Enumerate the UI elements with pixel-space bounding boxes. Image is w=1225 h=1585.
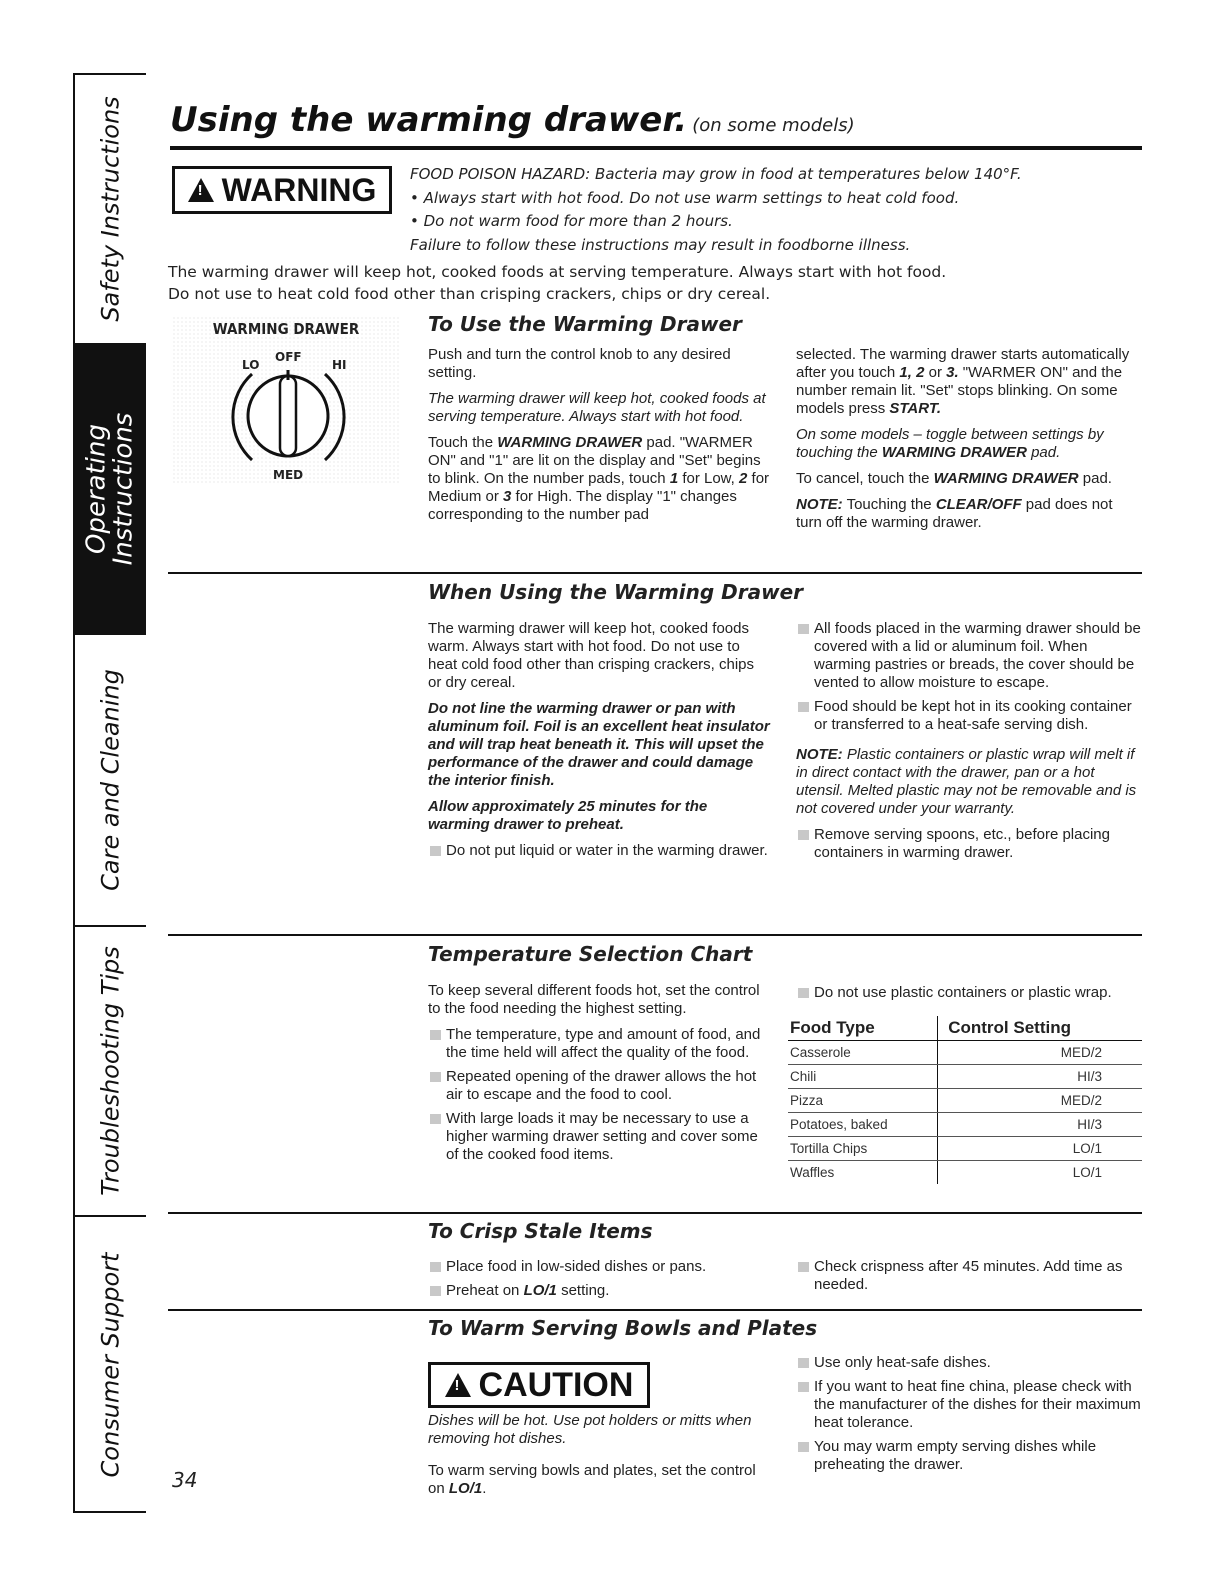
temperature-table	[788, 1016, 1142, 1184]
bowls-bullet: You may warm empty serving dishes while preheating the drawer.	[796, 1438, 1142, 1474]
table-row	[788, 1161, 1142, 1185]
crisp-bullet: Check crispness after 45 minutes. Add time as needed.	[796, 1258, 1142, 1294]
warning-label: WARNING	[221, 171, 377, 208]
temp-bullet: The temperature, type and amount of food, and the time held will affect the quality of the food.	[428, 1026, 770, 1062]
title-divider	[170, 146, 1142, 150]
section-divider	[168, 1212, 1142, 1214]
warning-line: • Do not warm food for more than 2 hours.	[410, 212, 733, 230]
bowls-paragraph: To warm serving bowls and plates, set the control on LO/1.	[428, 1462, 756, 1497]
warming-drawer-knob-illustration	[172, 316, 400, 484]
setting-cell: MED/2	[938, 1041, 1142, 1065]
when-note: NOTE: Plastic containers or plastic wrap will melt if in direct contact with the drawer, pan or a hot utensil. Melted plastic may not be removable and is not covered under your warranty.	[796, 746, 1137, 817]
knob-title: WARMING DRAWER	[212, 320, 360, 338]
intro-line: Do not use to heat cold food other than crisping crackers, chips or dry cereal.	[168, 285, 771, 303]
intro-line: The warming drawer will keep hot, cooked foods at serving temperature. Always start with hot food.	[168, 263, 947, 281]
use-note: NOTE: Touching the CLEAR/OFF pad does not turn off the warming drawer.	[796, 496, 1113, 531]
setting-cell: LO/1	[938, 1137, 1142, 1161]
use-left-column	[428, 346, 770, 532]
page-title	[170, 100, 855, 140]
when-bullet: Do not put liquid or water in the warming drawer.	[428, 842, 770, 860]
title-sub: (on some models)	[692, 115, 855, 136]
caution-badge	[428, 1362, 650, 1408]
when-paragraph: The warming drawer will keep hot, cooked foods warm. Always start with hot food. Do not use to heat cold food other than crisping crackers, chips or dry cereal.	[428, 620, 755, 691]
temp-left-column	[428, 982, 770, 1170]
setting-cell: HI/3	[938, 1065, 1142, 1089]
header-control-setting: Control Setting	[938, 1016, 1142, 1041]
tab-operating-instructions[interactable]	[75, 345, 146, 635]
knob-lo-label: LO	[242, 358, 260, 372]
temp-bullet: Do not use plastic containers or plastic wrap.	[796, 984, 1142, 1002]
title-main: Using the warming drawer.	[170, 100, 688, 140]
bowls-right-column	[796, 1354, 1142, 1480]
tab-troubleshooting-tips[interactable]	[75, 927, 146, 1217]
knob-dial-icon	[230, 364, 350, 472]
use-paragraph: To cancel, touch the WARMING DRAWER pad.	[796, 470, 1112, 487]
crisp-bullet: Place food in low-sided dishes or pans.	[428, 1258, 770, 1276]
table-row	[788, 1113, 1142, 1137]
when-paragraph: Do not line the warming drawer or pan with aluminum foil. Foil is an excellent heat insulator and will trap heat beneath it. This will upset the performance of the drawer and could damage the interior finish.	[428, 700, 770, 789]
temp-right-note	[796, 984, 1142, 1008]
use-paragraph: Push and turn the control knob to any desired setting.	[428, 346, 731, 381]
temp-bullet: With large loads it may be necessary to use a higher warming drawer setting and cover some of the cooked food items.	[428, 1110, 770, 1164]
use-paragraph: The warming drawer will keep hot, cooked foods at serving temperature. Always start with hot food.	[428, 390, 766, 425]
table-header-row	[788, 1016, 1142, 1041]
page-number: 34	[172, 1468, 198, 1492]
setting-cell: MED/2	[938, 1089, 1142, 1113]
table-row	[788, 1065, 1142, 1089]
tab-label: Safety Instructions	[95, 96, 124, 322]
caution-text: Dishes will be hot. Use pot holders or mitts when removing hot dishes.	[428, 1412, 752, 1447]
crisp-left-column	[428, 1258, 770, 1306]
temp-bullet: Repeated opening of the drawer allows the hot air to escape and the food to cool.	[428, 1068, 770, 1104]
setting-cell: HI/3	[938, 1113, 1142, 1137]
food-cell: Waffles	[790, 1165, 835, 1180]
table-row	[788, 1089, 1142, 1113]
use-paragraph: On some models – toggle between settings by touching the WARMING DRAWER pad.	[796, 426, 1104, 461]
knob-hi-label: HI	[332, 358, 347, 372]
caution-triangle-icon	[445, 1373, 471, 1397]
warning-line: Failure to follow these instructions may result in foodborne illness.	[410, 236, 911, 254]
section-divider	[168, 1309, 1142, 1311]
when-bullet: All foods placed in the warming drawer should be covered with a lid or aluminum foil. When warming pastries or breads, the cover should be vented to allow moisture to escape.	[796, 620, 1142, 692]
warning-line: • Always start with hot food. Do not use warm settings to heat cold food.	[410, 189, 960, 207]
heading-to-use-warming-drawer: To Use the Warming Drawer	[428, 312, 742, 336]
temp-paragraph: To keep several different foods hot, set the control to the food needing the highest setting.	[428, 982, 760, 1017]
header-food-type: Food Type	[788, 1016, 938, 1041]
tab-safety-instructions[interactable]	[75, 75, 146, 345]
bowls-bullet: If you want to heat fine china, please check with the manufacturer of the dishes for their maximum heat tolerance.	[796, 1378, 1142, 1432]
crisp-right-column	[796, 1258, 1142, 1300]
when-bullet: Food should be kept hot in its cooking container or transferred to a heat-safe serving dish.	[796, 698, 1142, 734]
section-divider	[168, 572, 1142, 574]
knob-med-label: MED	[273, 468, 304, 482]
tab-label: Consumer Support	[95, 1252, 124, 1478]
when-left-column	[428, 620, 770, 866]
tab-consumer-support[interactable]	[75, 1217, 146, 1513]
when-paragraph: Allow approximately 25 minutes for the warming drawer to preheat.	[428, 798, 708, 833]
warning-badge	[172, 166, 392, 214]
heading-temperature-chart: Temperature Selection Chart	[428, 942, 753, 966]
table-row	[788, 1041, 1142, 1065]
warning-line: FOOD POISON HAZARD: Bacteria may grow in food at temperatures below 140°F.	[410, 165, 1022, 183]
when-bullet: Remove serving spoons, etc., before placing containers in warming drawer.	[796, 826, 1142, 862]
tab-label: Care and Cleaning	[95, 669, 124, 891]
caution-label: CAUTION	[478, 1365, 634, 1404]
heading-when-using-warming-drawer: When Using the Warming Drawer	[428, 580, 804, 604]
when-right-column	[796, 620, 1142, 868]
tab-label: Operating Instructions	[81, 412, 139, 566]
food-cell: Chili	[788, 1065, 938, 1089]
section-tabs	[73, 73, 146, 1513]
tab-label: Troubleshooting Tips	[95, 946, 124, 1196]
heading-crisp-stale-items: To Crisp Stale Items	[428, 1219, 653, 1243]
food-cell: Tortilla Chips	[788, 1137, 938, 1161]
food-cell: Pizza	[788, 1089, 938, 1113]
food-cell: Casserole	[788, 1041, 938, 1065]
knob-off-label: OFF	[275, 350, 302, 364]
heading-warm-bowls-plates: To Warm Serving Bowls and Plates	[428, 1316, 818, 1340]
section-divider	[168, 934, 1142, 936]
setting-cell: LO/1	[938, 1161, 1142, 1185]
use-paragraph: selected. The warming drawer starts automatically after you touch 1, 2 or 3. "WARMER ON" and the number remain lit. "Set" stops blinking. On some models press START.	[796, 346, 1130, 417]
table-row	[788, 1137, 1142, 1161]
tab-care-and-cleaning[interactable]	[75, 635, 146, 927]
warning-triangle-icon	[188, 178, 214, 202]
use-paragraph: Touch the WARMING DRAWER pad. "WARMER ON" and "1" are lit on the display and "Set" begins to blink. On the number pads, touch 1 for Low, 2 for Medium or 3 for High. The display "1" changes corresponding to the number pad	[428, 434, 770, 523]
bowls-bullet: Use only heat-safe dishes.	[796, 1354, 1142, 1372]
use-right-column	[796, 346, 1142, 540]
crisp-bullet: Preheat on LO/1 setting.	[428, 1282, 770, 1300]
food-cell: Potatoes, baked	[788, 1113, 938, 1137]
